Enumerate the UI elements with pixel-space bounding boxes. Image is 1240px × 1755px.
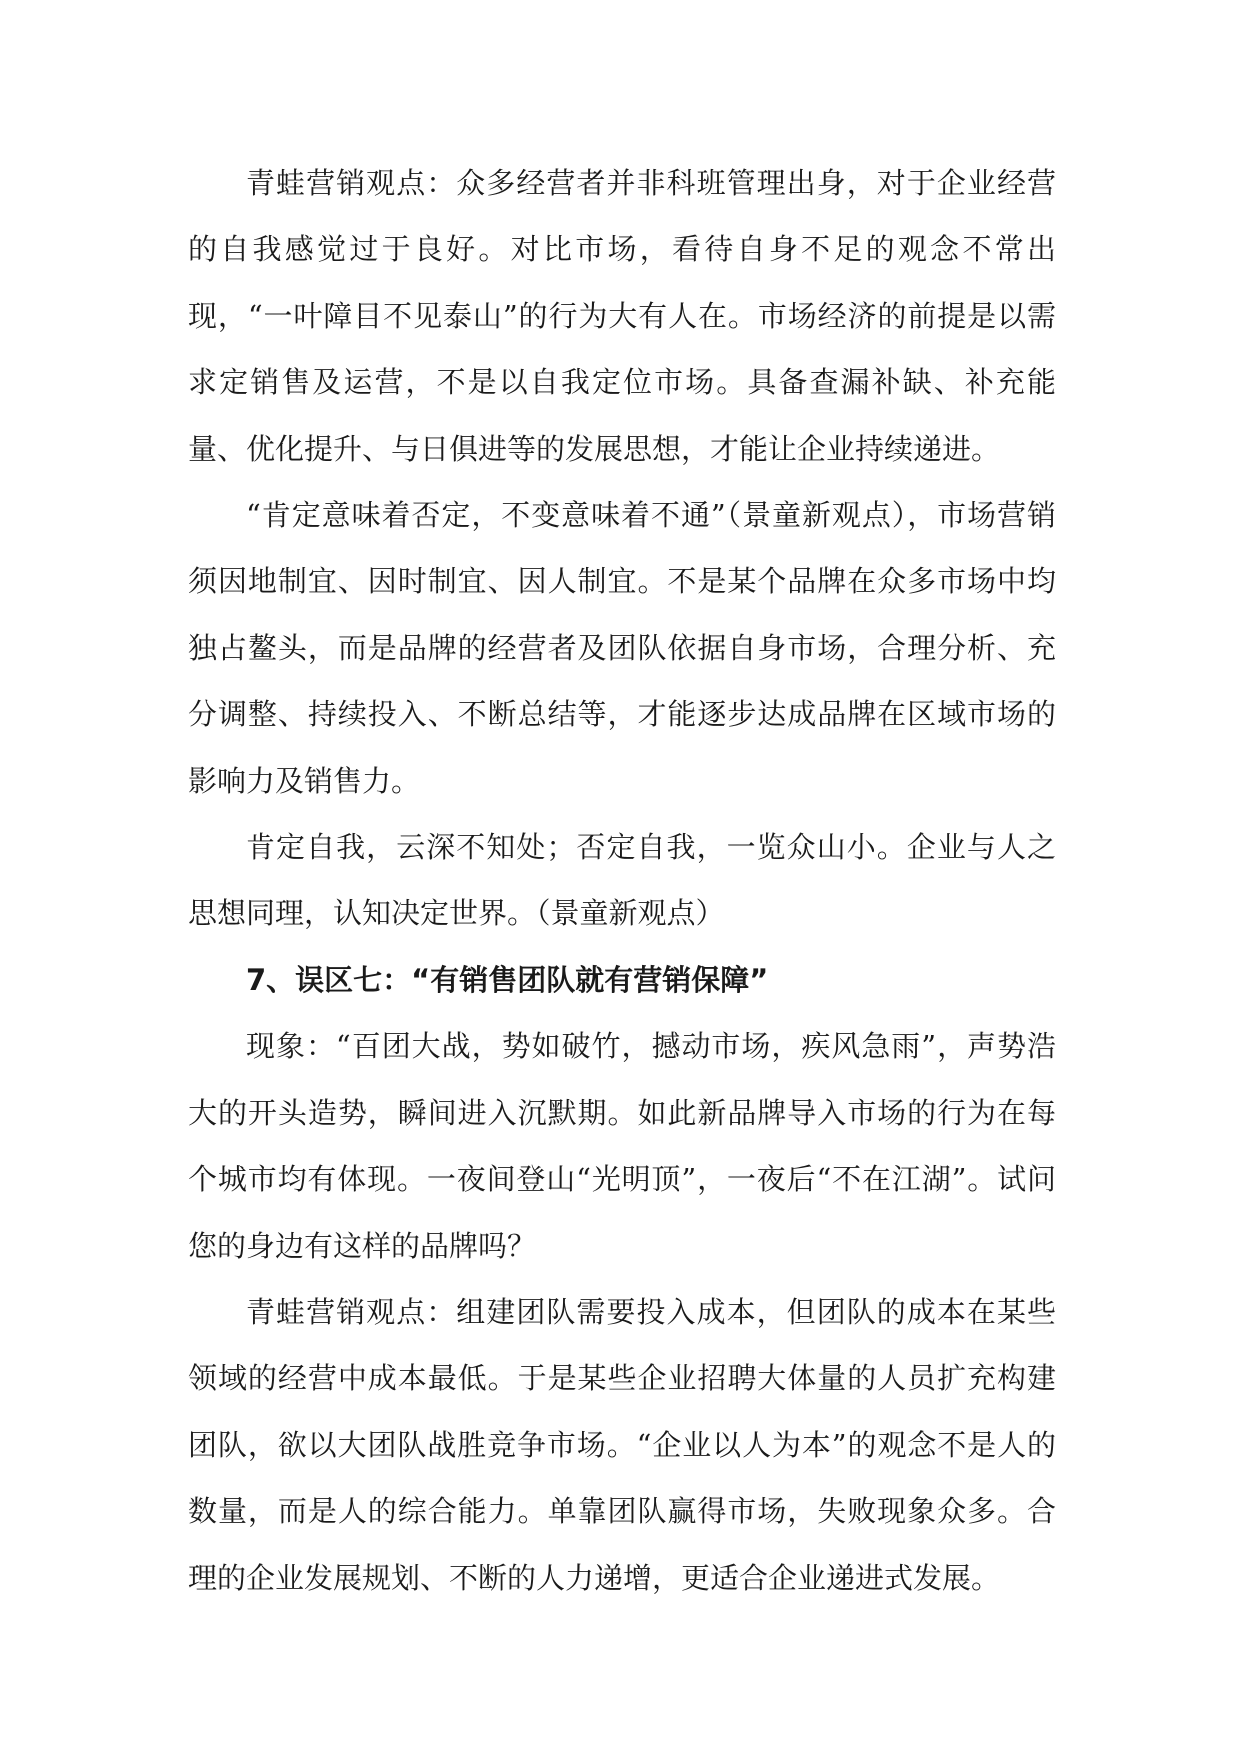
document-body — [188, 150, 1056, 1611]
paragraph-affirm-negate: “肯定意味着否定，不变意味着不通”（景童新观点），市场营销须因地制宜、因时制宜、因人制宜。不是某个品牌在众多市场中均独占鳌头，而是品牌的经营者及团队依据自身市场，合理分析、充分调整、持续投入、不断总结等，才能逐步达成品牌在区域市场的影响力及销售力。 — [188, 498, 1056, 798]
paragraph-self-cognition: 肯定自我，云深不知处；否定自我，一览众山小。企业与人之思想同理，认知决定世界。（景童新观点） — [188, 830, 1056, 931]
section-heading-misconception-7: 7、误区七：“有销售团队就有营销保障” — [246, 962, 769, 997]
paragraph-phenomenon: 现象：“百团大战，势如破竹，撼动市场，疾风急雨”，声势浩大的开头造势，瞬间进入沉默期。如此新品牌导入市场的行为在每个城市均有体现。一夜间登山“光明顶”，一夜后“不在江湖”。试问您的身边有这样的品牌吗？ — [188, 1029, 1056, 1263]
paragraph-frog-view-1: 青蛙营销观点：众多经营者并非科班管理出身，对于企业经营的自我感觉过于良好。对比市场，看待自身不足的观念不常出现，“一叶障目不见泰山”的行为大有人在。市场经济的前提是以需求定销售及运营，不是以自我定位市场。具备查漏补缺、补充能量、优化提升、与日俱进等的发展思想，才能让企业持续递进。 — [188, 166, 1056, 466]
paragraph-frog-view-2: 青蛙营销观点：组建团队需要投入成本，但团队的成本在某些领域的经营中成本最低。于是某些企业招聘大体量的人员扩充构建团队，欲以大团队战胜竞争市场。“企业以人为本”的观念不是人的数量，而是人的综合能力。单靠团队赢得市场，失败现象众多。合理的企业发展规划、不断的人力递增，更适合企业递进式发展。 — [188, 1294, 1056, 1595]
